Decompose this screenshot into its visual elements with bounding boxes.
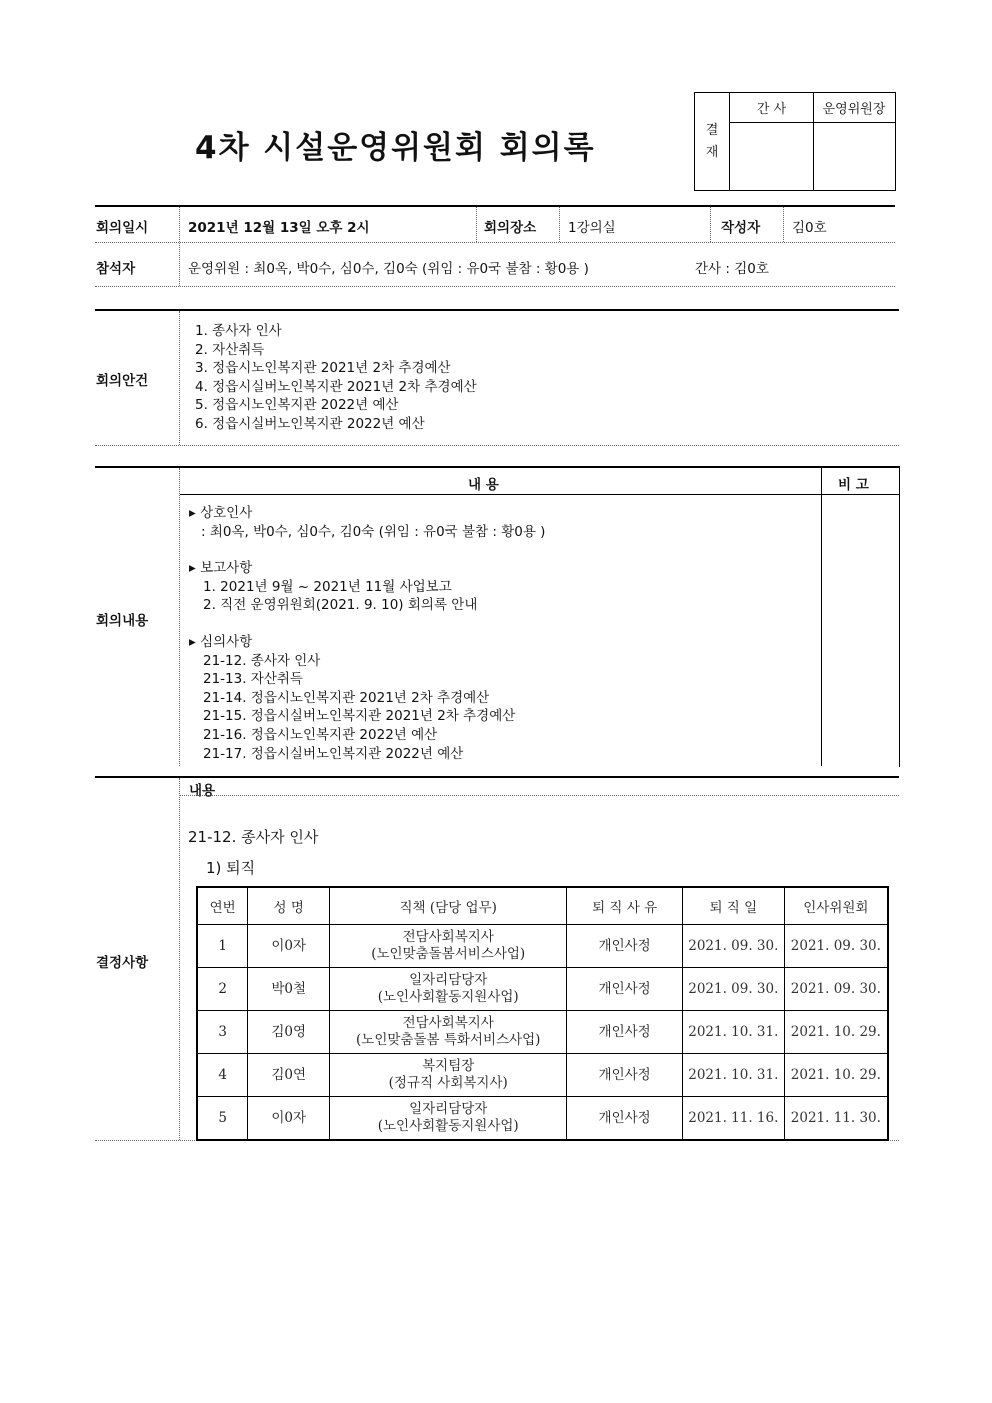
- decision-subheader-rule: [180, 795, 899, 796]
- writer-label: 작성자: [721, 220, 761, 236]
- cell-no: 5: [197, 1097, 248, 1141]
- cell-reason: 개인사정: [567, 968, 683, 1011]
- info-top-rule: [95, 205, 895, 207]
- approval-side-line2: 재: [705, 144, 719, 160]
- info-divider-3: [559, 207, 560, 242]
- approval-side-line1: 결: [705, 122, 719, 138]
- report-item: 1. 2021년 9월 ~ 2021년 11월 사업보고: [203, 578, 452, 595]
- decision-label: 결정사항: [96, 955, 149, 971]
- agenda-label: 회의안건: [96, 373, 149, 389]
- retirement-table: [196, 886, 889, 1141]
- meeting-date-label: 회의일시: [96, 220, 149, 236]
- cell-date: 2021. 10. 31.: [682, 1011, 784, 1054]
- header-name: 성 명: [248, 887, 330, 925]
- attendees-label: 참석자: [96, 261, 136, 277]
- table-row: [197, 925, 888, 968]
- deliberation-item: 21-14. 정읍시노인복지관 2021년 2차 추경예산: [203, 689, 490, 706]
- content-top-rule: [95, 466, 899, 468]
- agenda-item: 6. 정읍시실버노인복지관 2022년 예산: [195, 415, 425, 432]
- role-duty: (노인사회활동지원사업): [377, 989, 519, 1005]
- header-role: 직책 (담당 업무): [330, 887, 567, 925]
- greeting-text: : 최0옥, 박0수, 심0수, 김0숙 (위임 : 유0국 불참 : 황0용 ): [201, 523, 546, 540]
- role-title: 전담사회복지사: [402, 1015, 494, 1031]
- cell-date: 2021. 09. 30.: [682, 925, 784, 968]
- cell-reason: 개인사정: [567, 1097, 683, 1141]
- decision-top-rule: [95, 776, 899, 778]
- report-title: ▸ 보고사항: [189, 560, 253, 576]
- cell-committee: 2021. 11. 30.: [784, 1097, 888, 1141]
- agenda-divider: [179, 311, 180, 445]
- cell-name: 이0자: [248, 1097, 330, 1141]
- cell-name: 김0연: [248, 1054, 330, 1097]
- content-header: 내 용: [468, 477, 499, 493]
- cell-reason: 개인사정: [567, 1011, 683, 1054]
- cell-reason: 개인사정: [567, 1054, 683, 1097]
- role-duty: (노인맞춤돌봄 특화서비스사업): [356, 1032, 541, 1048]
- meeting-place-label: 회의장소: [484, 220, 537, 236]
- info-mid-rule: [95, 242, 895, 243]
- cell-no: 3: [197, 1011, 248, 1054]
- header-reason: 퇴 직 사 유: [567, 887, 683, 925]
- agenda-list: [195, 322, 477, 434]
- deliberation-title: ▸ 심의사항: [189, 634, 253, 650]
- approval-col-chair: 운영위원장: [813, 93, 895, 123]
- info-divider-5: [783, 207, 784, 242]
- role-title: 전담사회복지사: [402, 929, 494, 945]
- info-divider-2: [476, 207, 477, 242]
- agenda-item: 3. 정읍시노인복지관 2021년 2차 추경예산: [195, 360, 451, 377]
- role-duty: (노인맞춤돌봄서비스사업): [371, 946, 526, 962]
- header-no: 연번: [197, 887, 248, 925]
- approval-side-label: [695, 93, 730, 190]
- document-title: 4차 시설운영위원회 회의록: [195, 130, 596, 166]
- cell-committee: 2021. 10. 29.: [784, 1054, 888, 1097]
- cell-committee: 2021. 09. 30.: [784, 968, 888, 1011]
- meeting-place-value: 1강의실: [568, 220, 616, 236]
- info-label-divider: [179, 207, 180, 286]
- decision-section-title: 21-12. 종사자 인사: [188, 828, 319, 846]
- table-header-row: [197, 887, 888, 925]
- greeting-title: ▸ 상호인사: [189, 505, 253, 521]
- greeting-section: [189, 504, 545, 541]
- role-duty: (정규직 사회복지사): [388, 1075, 508, 1091]
- secretary-value: 간사 : 김0호: [695, 261, 769, 277]
- agenda-item: 1. 종사자 인사: [195, 323, 282, 339]
- cell-date: 2021. 10. 31.: [682, 1054, 784, 1097]
- content-label: 회의내용: [96, 613, 149, 629]
- decision-sub-title: 1) 퇴직: [206, 859, 256, 877]
- decision-subheader: 내용: [189, 783, 216, 799]
- report-section: [189, 559, 477, 615]
- deliberation-item: 21-13. 자산취득: [203, 671, 303, 688]
- approval-box: [694, 92, 896, 191]
- table-row: [197, 1011, 888, 1054]
- deliberation-item: 21-12. 종사자 인사: [203, 652, 321, 669]
- cell-role: [330, 1097, 567, 1141]
- cell-reason: 개인사정: [567, 925, 683, 968]
- cell-committee: 2021. 09. 30.: [784, 925, 888, 968]
- agenda-item: 5. 정읍시노인복지관 2022년 예산: [195, 397, 399, 414]
- table-row: [197, 968, 888, 1011]
- deliberation-item: 21-16. 정읍시노인복지관 2022년 예산: [203, 726, 438, 743]
- cell-name: 이0자: [248, 925, 330, 968]
- info-divider-4: [710, 207, 711, 242]
- agenda-top-rule: [95, 309, 899, 311]
- content-header-rule: [180, 494, 899, 495]
- approval-divider: [813, 93, 814, 190]
- cell-no: 2: [197, 968, 248, 1011]
- agenda-bottom-rule: [95, 445, 899, 446]
- approval-col-secretary: 간 사: [730, 93, 813, 123]
- cell-role: [330, 1054, 567, 1097]
- cell-role: [330, 1011, 567, 1054]
- role-title: 복지팀장: [422, 1058, 475, 1074]
- cell-date: 2021. 09. 30.: [682, 968, 784, 1011]
- content-label-divider: [179, 468, 180, 766]
- cell-name: 김0영: [248, 1011, 330, 1054]
- cell-role: [330, 968, 567, 1011]
- deliberation-item: 21-15. 정읍시실버노인복지관 2021년 2차 추경예산: [203, 708, 516, 725]
- content-right-border: [899, 466, 900, 767]
- role-duty: (노인사회활동지원사업): [377, 1118, 519, 1134]
- header-committee: 인사위원회: [784, 887, 888, 925]
- decision-label-divider: [179, 778, 180, 1140]
- cell-no: 4: [197, 1054, 248, 1097]
- cell-date: 2021. 11. 16.: [682, 1097, 784, 1141]
- cell-role: [330, 925, 567, 968]
- agenda-item: 2. 자산취득: [195, 341, 265, 358]
- cell-no: 1: [197, 925, 248, 968]
- cell-name: 박0철: [248, 968, 330, 1011]
- attendees-value: 운영위원 : 최0옥, 박0수, 심0수, 김0숙 (위임 : 유0국 불참 : 황0용 ): [188, 261, 589, 277]
- agenda-item: 4. 정읍시실버노인복지관 2021년 2차 추경예산: [195, 378, 477, 395]
- header-date: 퇴 직 일: [682, 887, 784, 925]
- meeting-date-value: 2021년 12월 13일 오후 2시: [188, 220, 370, 236]
- writer-value: 김0호: [792, 220, 827, 236]
- role-title: 일자리담당자: [409, 972, 488, 988]
- cell-committee: 2021. 10. 29.: [784, 1011, 888, 1054]
- report-item: 2. 직전 운영위원회(2021. 9. 10) 회의록 안내: [203, 597, 478, 614]
- deliberation-item: 21-17. 정읍시실버노인복지관 2022년 예산: [203, 745, 464, 762]
- table-row: [197, 1054, 888, 1097]
- content-note-divider: [821, 468, 822, 766]
- info-bottom-rule: [95, 286, 895, 287]
- content-note-header: 비 고: [838, 477, 869, 493]
- deliberation-section: [189, 633, 515, 763]
- table-row: [197, 1097, 888, 1141]
- role-title: 일자리담당자: [409, 1101, 488, 1117]
